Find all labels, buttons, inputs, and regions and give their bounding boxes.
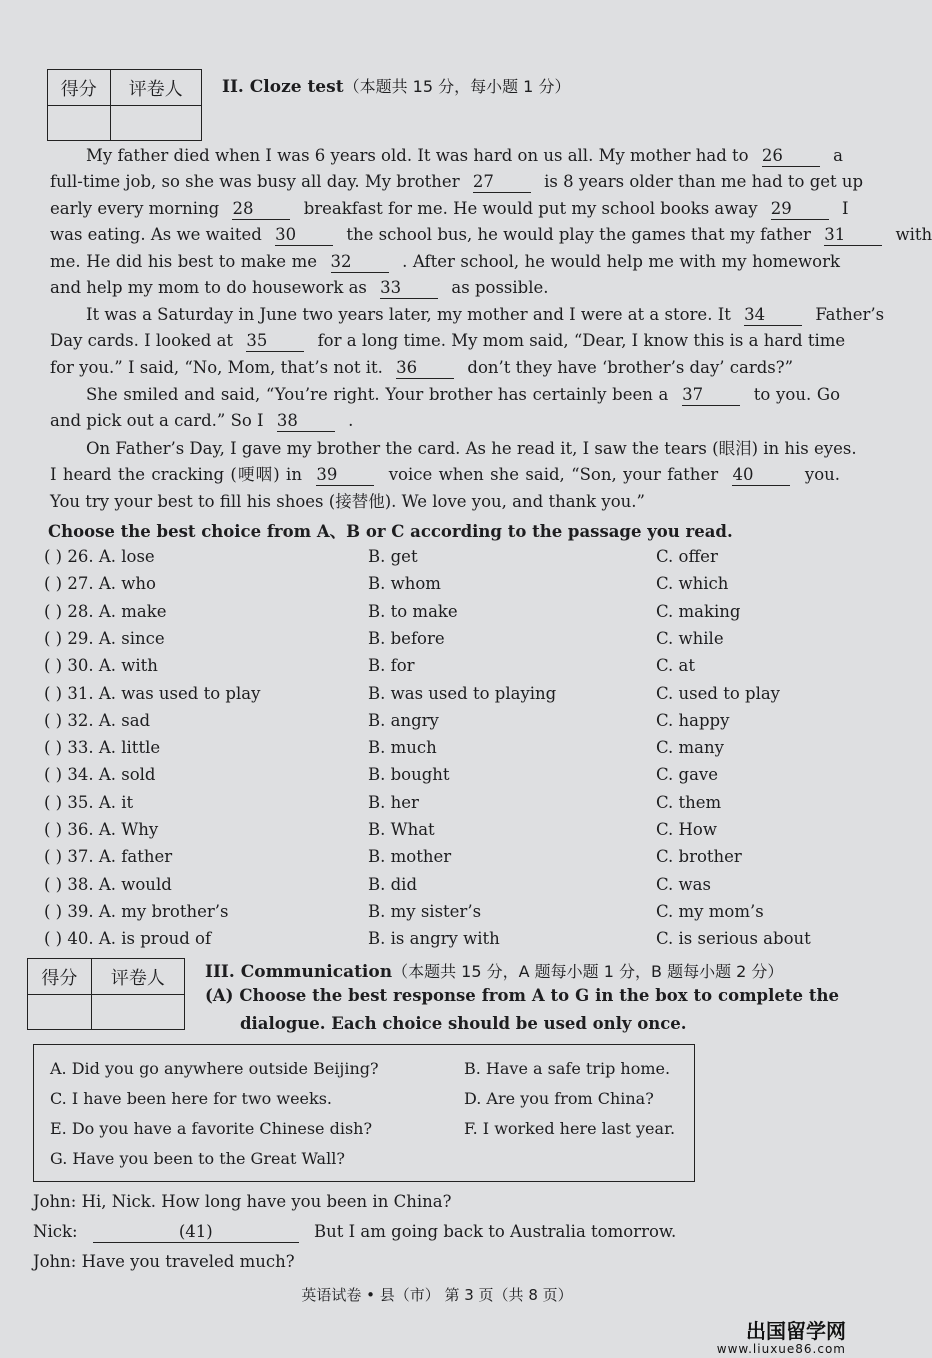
answer-blank-27[interactable]: 27 [473, 172, 531, 193]
watermark-name: 出国留学网 [746, 1319, 846, 1343]
question-26-option-c: C. offer [656, 547, 718, 566]
section3-title: III. Communication [205, 962, 393, 982]
passage-line [50, 436, 857, 462]
passage-text: for you.” I said, “No, Mom, that’s not it. [50, 357, 383, 377]
score-cell[interactable] [48, 106, 111, 141]
passage-text: with [895, 225, 932, 245]
question-37-option-a[interactable]: ( ) 37. A. father [44, 847, 173, 867]
blank-number: (41) [178, 1222, 213, 1241]
passage-text: don’t they have ‘brother’s day’ cards?” [467, 357, 794, 377]
question-33-option-b: B. much [368, 738, 437, 758]
passage-text: I heard the cracking (哽咽) in [50, 465, 302, 485]
passage-text: . After school, he would help me with my homework [402, 251, 840, 271]
passage-text: to you. Go [753, 385, 841, 404]
option-f: F. I worked here last year. [464, 1119, 676, 1138]
passage-text: On Father’s Day, I gave my brother the card. As he read it, I saw the tears (眼泪) in his eyes. [86, 439, 857, 458]
section3-subtitle-line2: dialogue. Each choice should be used only once. [240, 1014, 687, 1033]
passage-text: breakfast for me. He would put my school books away [303, 198, 758, 218]
question-35-option-b: B. her [368, 792, 419, 812]
dialogue-line-2 [33, 1222, 676, 1243]
passage-text: me. He did his best to make me [50, 251, 317, 271]
score-label: 得分 [48, 70, 111, 106]
answer-blank-26[interactable]: 26 [762, 146, 820, 167]
question-31-option-b: B. was used to playing [368, 683, 557, 703]
passage-text: and pick out a card.” So I [50, 411, 264, 431]
answer-blank-31[interactable]: 31 [824, 225, 882, 246]
passage-text: full-time job, so she was busy all day. My brother [50, 172, 460, 192]
dialogue-line-1: John: Hi, Nick. How long have you been in China? [33, 1192, 452, 1211]
passage-text: You try your best to fill his shoes (接替他). We love you, and thank you.” [50, 491, 645, 511]
question-39-option-c: C. my mom’s [656, 901, 764, 921]
question-31-option-a[interactable]: ( ) 31. A. was used to play [44, 683, 261, 703]
question-28-option-c: C. making [656, 601, 741, 621]
passage-text: Father’s [815, 305, 885, 324]
question-33-option-a[interactable]: ( ) 33. A. little [44, 738, 161, 758]
dialogue-line-2-text: But I am going back to Australia tomorrow. [314, 1222, 677, 1241]
question-31-option-c: C. used to play [656, 683, 780, 703]
cloze-paragraph-2 [50, 302, 885, 381]
passage-line [50, 249, 840, 275]
passage-text: is 8 years older than me had to get up [544, 172, 864, 192]
answer-blank-33[interactable]: 33 [380, 278, 438, 299]
cloze-instruction: Choose the best choice from A、B or C according to the passage you read. [48, 522, 733, 541]
answer-blank-39[interactable]: 39 [316, 465, 374, 486]
passage-line [50, 275, 840, 301]
question-33-option-c: C. many [656, 738, 724, 758]
passage-text: Day cards. I looked at [50, 331, 234, 351]
answer-blank-32[interactable]: 32 [331, 252, 389, 273]
section2-heading [222, 74, 570, 97]
question-27-option-a[interactable]: ( ) 27. A. who [44, 574, 156, 594]
passage-line [50, 328, 846, 354]
passage-text: . [348, 411, 354, 431]
passage-line [50, 408, 840, 434]
question-26-option-b: B. get [368, 547, 418, 566]
question-27-option-b: B. whom [368, 574, 441, 594]
passage-text: a [833, 146, 843, 165]
grader-cell[interactable] [91, 995, 184, 1030]
question-38-option-b: B. did [368, 874, 418, 894]
grader-label: 评卷人 [110, 70, 201, 106]
option-d: D. Are you from China? [464, 1089, 654, 1108]
passage-text: and help my mom to do housework as [50, 278, 367, 298]
answer-blank-40[interactable]: 40 [732, 465, 790, 486]
question-29-option-c: C. while [656, 628, 724, 648]
watermark-url: www.liuxue86.com [716, 1342, 846, 1356]
section3-note: （本题共 15 分，A 题每小题 1 分，B 题每小题 2 分） [392, 962, 784, 981]
question-27-option-c: C. which [656, 574, 729, 594]
question-30-option-c: C. at [656, 656, 695, 676]
answer-blank-29[interactable]: 29 [771, 199, 829, 220]
score-box-section2 [47, 69, 202, 141]
dialogue-line-3: John: Have you traveled much? [33, 1252, 295, 1271]
question-40-option-c: C. is serious about [656, 929, 811, 949]
answer-blank-36[interactable]: 36 [396, 358, 454, 379]
passage-line [50, 382, 840, 408]
dialogue-speaker-nick: Nick: [33, 1222, 78, 1241]
watermark [716, 1319, 846, 1358]
question-37-option-b: B. mother [368, 847, 452, 867]
score-label: 得分 [28, 959, 92, 995]
cloze-paragraph-4 [50, 436, 857, 515]
score-box-section3 [27, 958, 185, 1030]
cloze-paragraph-1 [50, 143, 932, 301]
passage-line [50, 355, 840, 381]
section3-heading [205, 959, 783, 982]
question-32-option-c: C. happy [656, 710, 730, 730]
question-34-option-c: C. gave [656, 765, 719, 785]
passage-text: She smiled and said, “You’re right. Your brother has certainly been a [86, 385, 669, 404]
passage-text: the school bus, he would play the games that my father [346, 225, 811, 245]
section2-title: II. Cloze test [222, 77, 344, 97]
question-32-option-a[interactable]: ( ) 32. A. sad [44, 710, 151, 730]
passage-text: you. [804, 465, 841, 485]
passage-text: as possible. [451, 278, 549, 298]
option-a: A. Did you go anywhere outside Beijing? [50, 1059, 379, 1078]
question-28-option-a[interactable]: ( ) 28. A. make [44, 601, 167, 621]
question-29-option-a[interactable]: ( ) 29. A. since [44, 628, 165, 648]
passage-line [50, 222, 932, 248]
answer-blank-30[interactable]: 30 [275, 225, 333, 246]
question-32-option-b: B. angry [368, 710, 439, 730]
question-30-option-b: B. for [368, 656, 415, 676]
question-26-option-a[interactable]: ( ) 26. A. lose [44, 547, 155, 566]
question-36-option-c: C. How [656, 820, 717, 839]
page-footer: 英语试卷 • 县（市） 第 3 页（共 8 页） [301, 1286, 573, 1304]
cloze-paragraph-3 [50, 382, 840, 435]
question-29-option-b: B. before [368, 628, 445, 648]
section2-note: （本题共 15 分，每小题 1 分） [343, 77, 571, 96]
question-40-option-b: B. is angry with [368, 929, 500, 949]
grader-cell[interactable] [110, 106, 201, 141]
passage-line [50, 169, 864, 195]
question-34-option-a[interactable]: ( ) 34. A. sold [44, 765, 156, 785]
passage-line [50, 302, 885, 328]
passage-text: voice when she said, “Son, your father [388, 465, 719, 485]
option-g: G. Have you been to the Great Wall? [50, 1149, 345, 1168]
grader-label: 评卷人 [91, 959, 184, 995]
question-28-option-b: B. to make [368, 601, 458, 621]
question-34-option-b: B. bought [368, 765, 450, 785]
option-e: E. Do you have a favorite Chinese dish? [50, 1119, 373, 1138]
question-30-option-a[interactable]: ( ) 30. A. with [44, 656, 158, 676]
section3-subtitle-line1: (A) Choose the best response from A to G in the box to complete the [205, 986, 839, 1005]
passage-line [50, 143, 843, 169]
passage-line [50, 489, 840, 515]
answer-blank-34[interactable]: 34 [744, 305, 802, 326]
option-b: B. Have a safe trip home. [464, 1059, 671, 1078]
passage-text: for a long time. My mom said, “Dear, I know this is a hard time [317, 331, 846, 351]
question-35-option-c: C. them [656, 792, 722, 812]
question-39-option-a[interactable]: ( ) 39. A. my brother’s [44, 901, 229, 921]
question-35-option-a[interactable]: ( ) 35. A. it [44, 792, 134, 812]
question-36-option-b: B. What [368, 820, 435, 839]
answer-blank-37[interactable]: 37 [682, 385, 740, 406]
passage-line [50, 196, 849, 222]
score-cell[interactable] [28, 995, 92, 1030]
passage-text: My father died when I was 6 years old. It was hard on us all. My mother had to [86, 146, 749, 165]
answer-blank-38[interactable]: 38 [277, 411, 335, 432]
answer-blank-35[interactable]: 35 [246, 331, 304, 352]
passage-line [50, 462, 840, 488]
question-38-option-c: C. was [656, 874, 711, 894]
passage-text: early every morning [50, 198, 220, 218]
option-c: C. I have been here for two weeks. [50, 1089, 332, 1108]
question-39-option-b: B. my sister’s [368, 901, 482, 921]
question-37-option-c: C. brother [656, 847, 742, 867]
answer-blank-41[interactable] [93, 1222, 299, 1243]
response-options-box [33, 1044, 695, 1182]
passage-text: was eating. As we waited [50, 225, 262, 245]
passage-text: It was a Saturday in June two years later, my mother and I were at a store. It [86, 305, 731, 324]
question-40-option-a[interactable]: ( ) 40. A. is proud of [44, 929, 212, 949]
answer-blank-28[interactable]: 28 [232, 199, 290, 220]
question-38-option-a[interactable]: ( ) 38. A. would [44, 874, 172, 894]
question-36-option-a[interactable]: ( ) 36. A. Why [44, 820, 159, 839]
passage-text: I [842, 198, 849, 218]
